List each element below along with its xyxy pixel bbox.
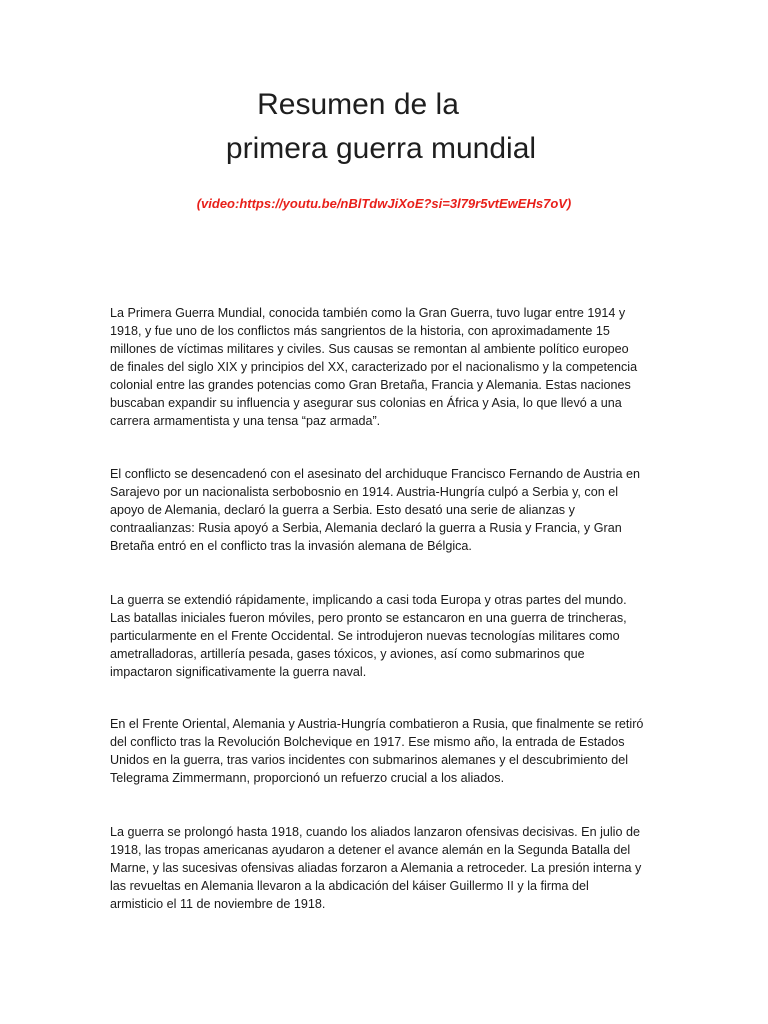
document-title-line-2: primera guerra mundial	[225, 132, 537, 165]
document-title-line-1: Resumen de la	[257, 88, 459, 121]
paragraph-introduction: La Primera Guerra Mundial, conocida también como la Gran Guerra, tuvo lugar entre 1914 y 1918, y fue uno de los conflictos más sangrientos de la historia, con aproximadamente 15 millones de víctimas militares y civiles. Sus causas se remontan al ambiente político europeo de finales del siglo XIX y principios del XX, caracterizado por el nacionalismo y la competencia colonial entre las grandes potencias como Gran Bretaña, Francia y Alemania. Estas naciones buscaban expandir su influencia y asegurar sus colonias en África y Asia, lo que llevó a una carrera armamentista y una tensa “paz armada”.	[110, 306, 638, 428]
paragraph-expansion: La guerra se extendió rápidamente, implicando a casi toda Europa y otras partes del mundo. Las batallas iniciales fueron móviles, pero pronto se estancaron en una guerra de trincheras, particularmente en el Frente Occidental. Se introdujeron nuevas tecnologías militares como ametralladoras, artillería pesada, gases tóxicos, y aviones, así como submarinos que impactaron significativamente la guerra naval.	[110, 593, 627, 679]
paragraph-outbreak: El conflicto se desencadenó con el asesinato del archiduque Francisco Fernando de Austria en Sarajevo por un nacionalista serbobosnio en 1914. Austria-Hungría culpó a Serbia y, con el apoyo de Alemania, declaró la guerra a Serbia. Esto desató una serie de alianzas y contraalianzas: Rusia apoyó a Serbia, Alemania declaró la guerra a Rusia y Francia, y Gran Bretaña entró en el conflicto tras la invasión alemana de Bélgica.	[110, 467, 640, 553]
paragraph-eastern-front: En el Frente Oriental, Alemania y Austria-Hungría combatieron a Rusia, que finalmente se retiró del conflicto tras la Revolución Bolchevique en 1917. Ese mismo año, la entrada de Estados Unidos en la guerra, tras varios incidentes con submarinos alemanes y el descubrimiento del Telegrama Zimmermann, proporcionó un refuerzo crucial a los aliados.	[110, 717, 644, 785]
video-link[interactable]: (video:https://youtu.be/nBlTdwJiXoE?si=3l79r5vtEwEHs7oV)	[196, 196, 572, 211]
paragraph-end-of-war: La guerra se prolongó hasta 1918, cuando los aliados lanzaron ofensivas decisivas. En julio de 1918, las tropas americanas ayudaron a detener el avance alemán en la Segunda Batalla del Marne, y las sucesivas ofensivas aliadas forzaron a Alemania a retroceder. La presión interna y las revueltas en Alemania llevaron a la abdicación del káiser Guillermo II y la firma del armisticio el 11 de noviembre de 1918.	[110, 825, 642, 911]
